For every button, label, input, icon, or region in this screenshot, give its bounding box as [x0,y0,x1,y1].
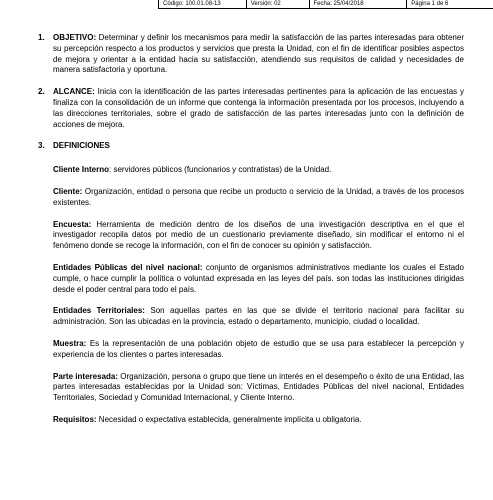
definition-text: : servidores públicos (funcionarios y contratistas) de la Unidad. [109,165,332,175]
definition-item [53,415,464,426]
section-title: DEFINICIONES [53,141,110,151]
definition-item [53,339,464,361]
definition-text: conjunto de organismos administrativos mediante los cuales el Estado cumple, o hace cumplir la política o voluntad expresada en las leyes del país. son todas las instituciones dirigidas desde el poder central para todo el país. [53,262,465,294]
definition-term: Encuesta: [53,219,92,229]
definition-item [53,165,464,176]
document-body [38,33,464,437]
section-number: 1. [38,33,45,42]
definition-text: Necesidad o expectativa establecida, generalmente implícita u obligatoria. [96,414,362,424]
section-text: Inicia con la identificación de las partes interesadas pertinentes para la aplicación de las encuestas y finaliza con la consolidación de un informe que contenga la información presentada por los procesos, incluyendo a las direcciones territoriales, sobre el grado de satisfacción de las partes interesadas junto con la definición de acciones de mejora. [53,87,464,129]
document-version: Versión: 02 [247,0,310,8]
definition-text: Son aquellas partes en las que se divide el territorio nacional para facilitar su administración. Son las ubicadas en la provincia, estado o departamento, municipio, ciudad o localidad. [53,306,465,327]
section-number: 2. [38,87,45,97]
section-alcance-paragraph [53,87,464,130]
section-title: OBJETIVO: [53,33,97,42]
document-code: Código: 100.01.08-13 [159,0,247,8]
page-number: Página 1 de 6 [411,1,449,7]
section-number: 3. [38,141,45,151]
document-control-header [158,0,493,9]
definition-term: Cliente: [53,186,83,196]
section-title: ALCANCE: [53,87,95,97]
definition-term: Entidades Territoriales: [53,306,145,316]
section-objetivo-paragraph [53,33,464,76]
definition-term: Muestra: [53,338,87,348]
definition-term: Cliente Interno [53,165,110,175]
definition-text: Herramienta de medición dentro de los diseños de una investigación descriptiva en el que el investigador recopila datos por medio de un cuestionario previamente diseñado, sin modificar el entorno ni el fenómeno donde se recoge la información, con el fin de conocer su opinión y satisfacción. [53,219,464,251]
definition-term: Requisitos: [53,414,97,424]
definition-item [53,187,464,209]
definition-text: Es la representación de una población objeto de estudio que se usa para establecer la percepción y experiencia de los clientes o partes interesadas. [53,338,464,359]
definition-item [53,263,464,295]
section-objetivo [38,33,464,76]
section-definiciones [38,141,464,152]
section-alcance [38,87,464,130]
definition-text: Organización, persona o grupo que tiene un interés en el desempeño o éxito de una Entidad, las partes interesadas establecidas por la Unidad son: Víctimas, Entidades Públicas del nivel nacional, Entidades Territoriales, Sociedad y Comunidad Internacional, y Cliente Interno. [53,371,464,403]
definition-item [53,372,464,404]
definitions-list [53,165,464,426]
document-date: Fecha: 25/04/2018 [310,0,408,8]
definition-term: Entidades Públicas del nivel nacional: [53,262,203,272]
section-text: Determinar y definir los mecanismos para medir la satisfacción de las partes interesadas para obtener su percepción respecto a los productos y servicios que presta la Unidad, con el fin de identificar posibles aspectos de mejora y orientar a la entidad hacia su satisfacción, atendiendo sus requisitos de calidad y necesidades de manera satisfactoria y oportuna. [53,33,464,75]
definition-item [53,306,464,328]
definition-term: Parte interesada: [53,371,118,381]
definition-text: Organización, entidad o persona que recibe un producto o servicio de la Unidad, a través de los procesos existentes. [53,186,464,207]
definition-item [53,220,464,252]
